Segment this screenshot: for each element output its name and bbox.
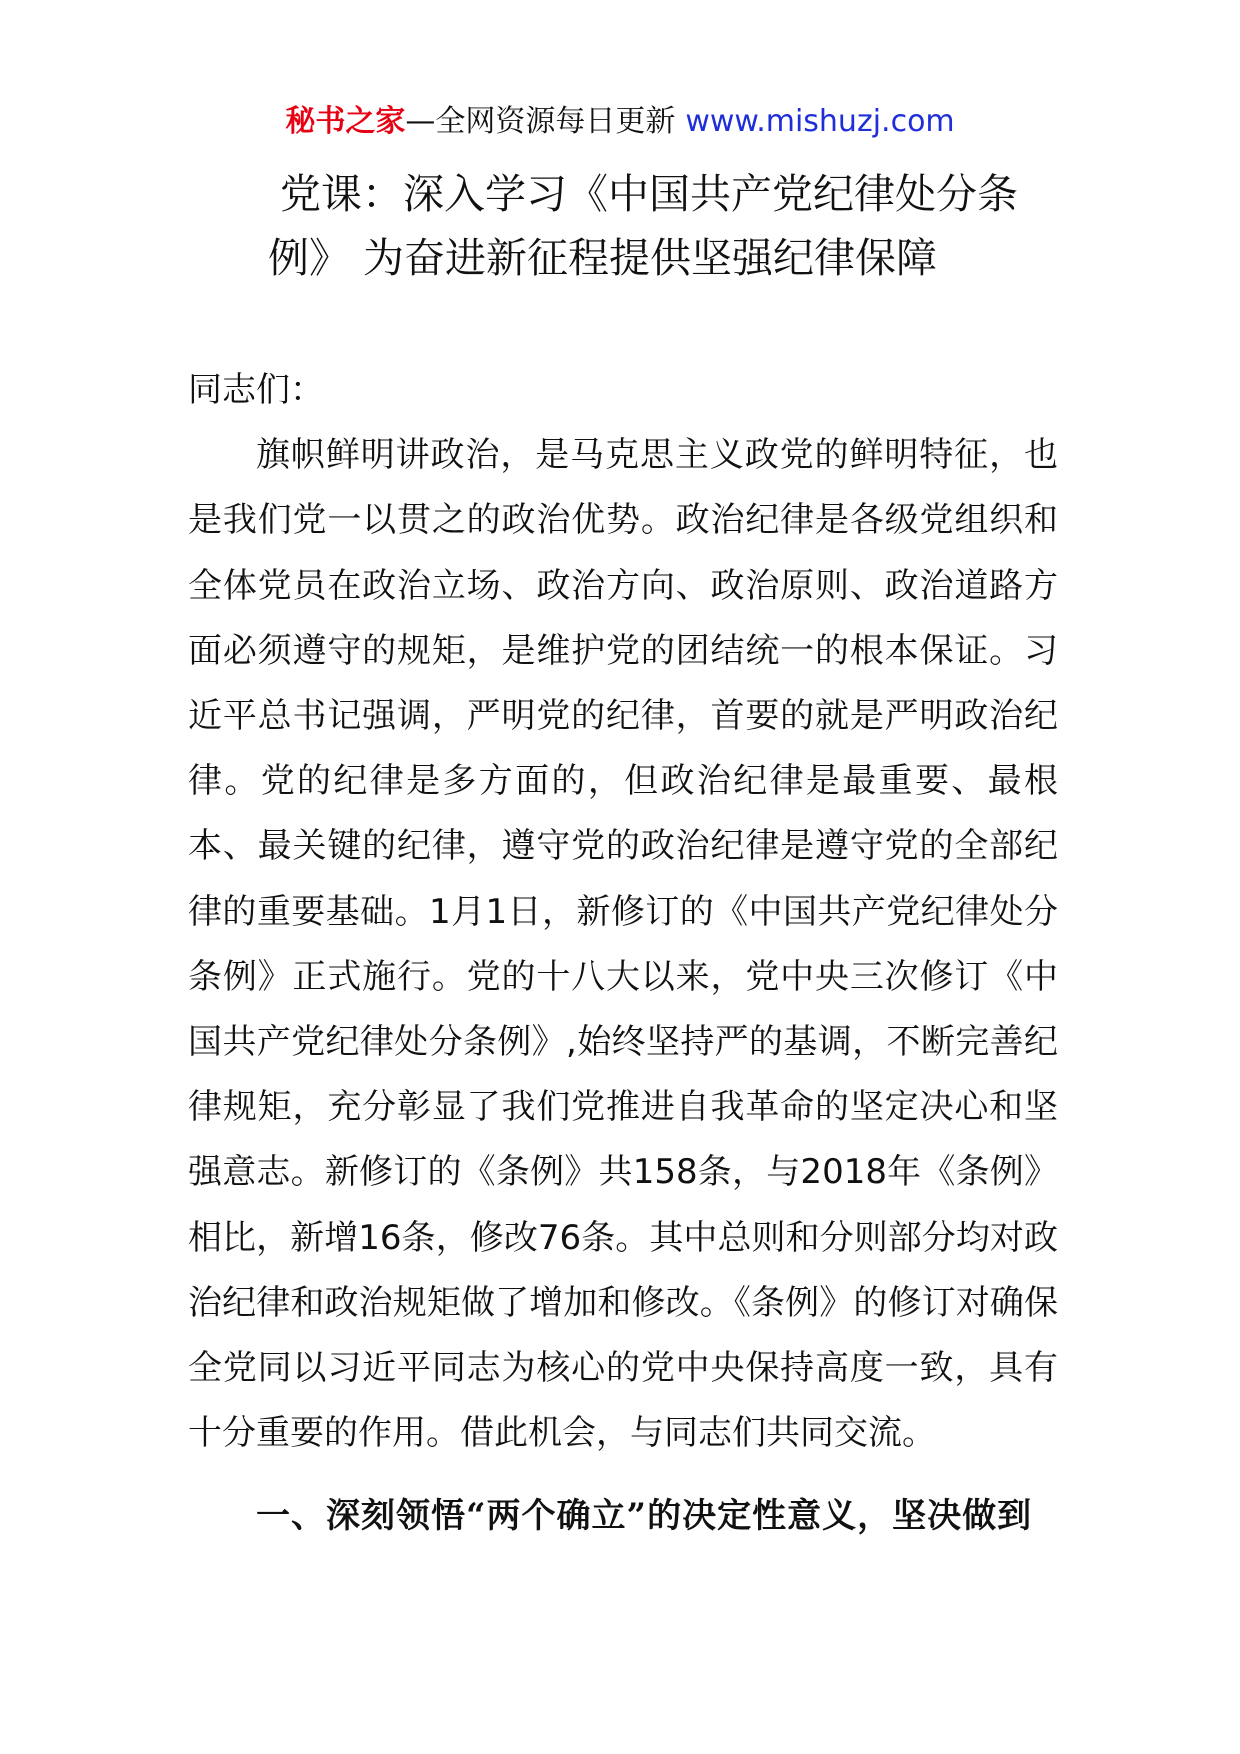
site-tagline: —全网资源每日更新 [405,104,676,139]
site-brand: 秘书之家 [285,104,406,139]
title-line-1: 党课：深入学习《中国共产党纪律处分条 [280,170,1018,218]
site-url-link[interactable]: www.mishuzj.com [685,104,955,139]
section-heading: 一、深刻领悟“两个确立”的决定性意义，坚决做到 [256,1496,1033,1537]
document-body [188,358,1058,1550]
site-header [0,100,1240,144]
title-line-2: 例》 为奋进新征程提供坚强纪律保障 [268,234,938,282]
body-paragraph: 旗帜鲜明讲政治，是马克思主义政党的鲜明特征，也是我们党一以贯之的政治优势。政治纪律是各级党组织和全体党员在政治立场、政治方向、政治原则、政治道路方面必须遵守的规矩，是维护党的团结统一的根本保证。习近平总书记强调，严明党的纪律，首要的就是严明政治纪律。党的纪律是多方面的，但政治纪律是最重要、最根本、最关键的纪律，遵守党的政治纪律是遵守党的全部纪律的重要基础。1月1日，新修订的《中国共产党纪律处分条例》正式施行。党的十八大以来，党中央三次修订《中国共产党纪律处分条例》,始终坚持严的基调，不断完善纪律规矩，充分彰显了我们党推进自我革命的坚定决心和坚强意志。新修订的《条例》共158条，与2018年《条例》相比，新增16条，修改76条。其中总则和分则部分均对政治纪律和政治规矩做了增加和修改。《条例》的修订对确保全党同以习近平同志为核心的党中央保持高度一致，具有十分重要的作用。借此机会，与同志们共同交流。 [188,435,1058,1454]
document-title [268,162,1060,290]
salutation: 同志们： [188,370,324,410]
